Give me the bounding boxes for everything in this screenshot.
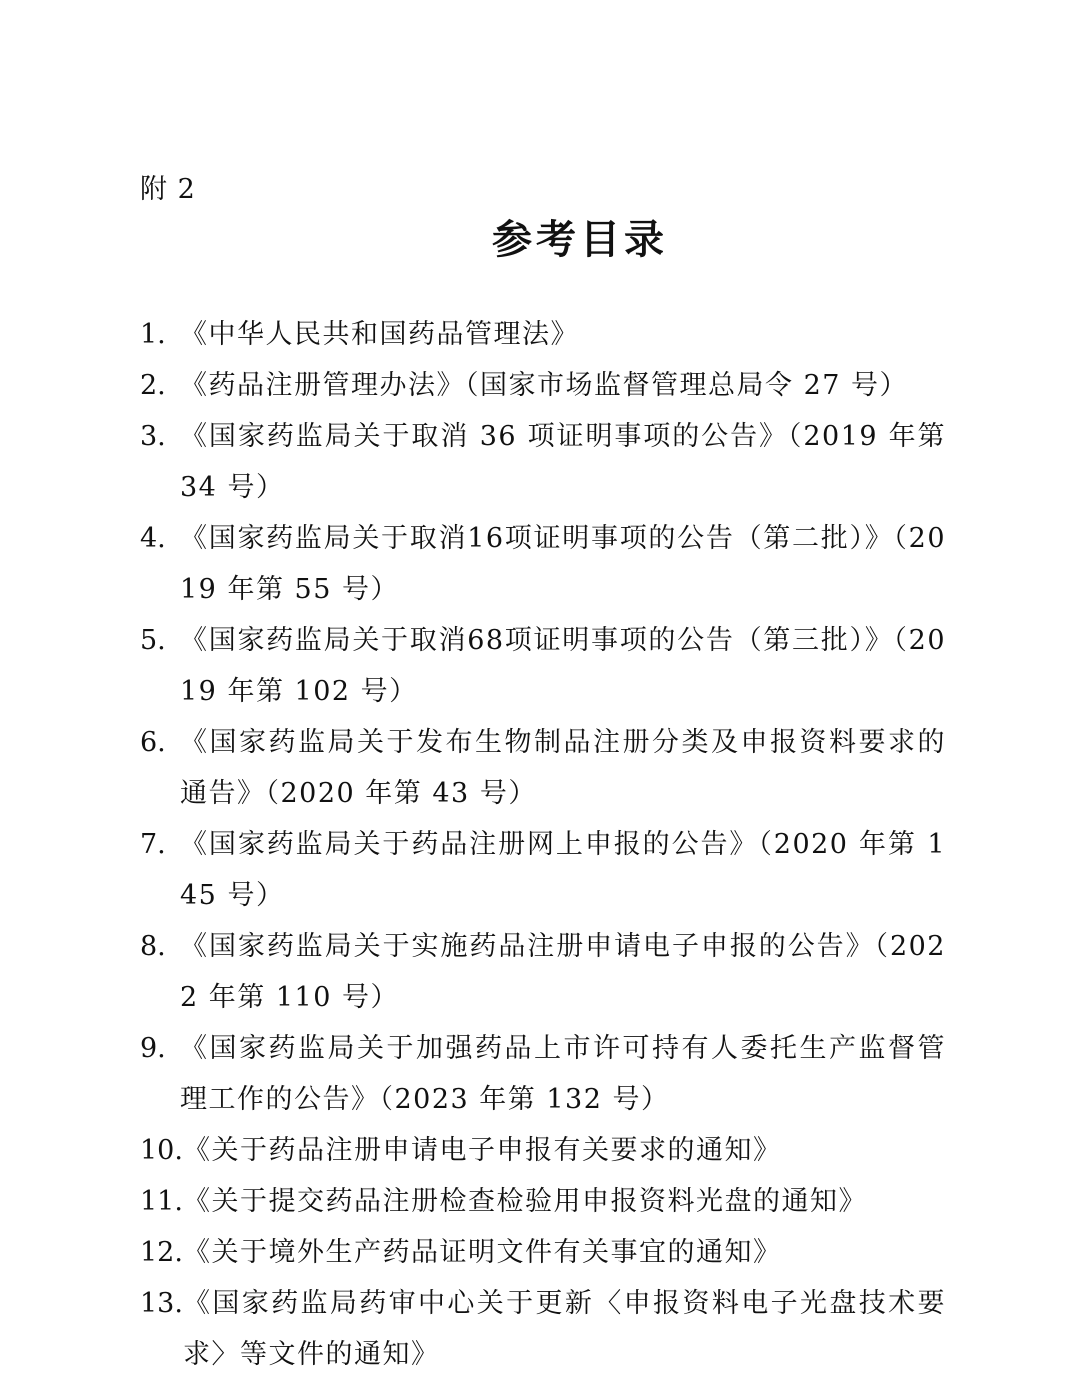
reference-item-13	[140, 1278, 946, 1380]
reference-number: 11.	[140, 1186, 183, 1217]
reference-text: 《中华人民共和国药品管理法》	[180, 319, 579, 350]
reference-text: 《国家药监局关于发布生物制品注册分类及申报资料要求的通告》（2020 年第 43 号）	[180, 727, 946, 809]
reference-item-10	[140, 1125, 946, 1176]
reference-number: 13.	[140, 1288, 183, 1319]
reference-item-6	[140, 717, 946, 819]
reference-item-9	[140, 1023, 946, 1125]
reference-item-3	[140, 411, 946, 513]
reference-text: 《国家药监局药审中心关于更新〈申报资料电子光盘技术要求〉等文件的通知》	[182, 1288, 946, 1370]
reference-number: 7.	[140, 829, 166, 860]
reference-text: 《国家药监局关于加强药品上市许可持有人委托生产监督管理工作的公告》（2023 年第 132 号）	[180, 1033, 946, 1115]
reference-number: 9.	[140, 1033, 166, 1064]
reference-number: 4.	[140, 523, 166, 554]
reference-item-8	[140, 921, 946, 1023]
reference-item-5	[140, 615, 946, 717]
reference-item-4	[140, 513, 946, 615]
reference-number: 5.	[140, 625, 166, 656]
page-title: 参考目录	[492, 216, 668, 263]
reference-text: 《国家药监局关于取消68项证明事项的公告（第三批）》（2019 年第 102 号）	[180, 625, 946, 707]
reference-number: 3.	[140, 421, 166, 452]
reference-number: 6.	[140, 727, 166, 758]
reference-number: 8.	[140, 931, 166, 962]
reference-item-1	[140, 309, 946, 360]
reference-text: 《药品注册管理办法》（国家市场监督管理总局令 27 号）	[180, 370, 909, 401]
attachment-label: 附 2	[140, 174, 196, 205]
reference-text: 《国家药监局关于取消16项证明事项的公告（第二批）》（2019 年第 55 号）	[180, 523, 946, 605]
reference-number: 1.	[140, 319, 166, 350]
reference-text: 《国家药监局关于取消 36 项证明事项的公告》（2019 年第 34 号）	[180, 421, 946, 503]
reference-text: 《关于提交药品注册检查检验用申报资料光盘的通知》	[182, 1186, 867, 1217]
reference-number: 10.	[140, 1135, 183, 1166]
reference-item-11	[140, 1176, 946, 1227]
reference-item-2	[140, 360, 946, 411]
reference-item-12	[140, 1227, 946, 1278]
reference-text: 《关于药品注册申请电子申报有关要求的通知》	[182, 1135, 782, 1166]
reference-text: 《国家药监局关于药品注册网上申报的公告》（2020 年第 145 号）	[180, 829, 946, 911]
reference-text: 《国家药监局关于实施药品注册申请电子申报的公告》（2022 年第 110 号）	[180, 931, 946, 1013]
reference-item-7	[140, 819, 946, 921]
reference-list	[140, 309, 946, 1380]
reference-text: 《关于境外生产药品证明文件有关事宜的通知》	[182, 1237, 782, 1268]
reference-number: 12.	[140, 1237, 183, 1268]
reference-number: 2.	[140, 370, 166, 401]
